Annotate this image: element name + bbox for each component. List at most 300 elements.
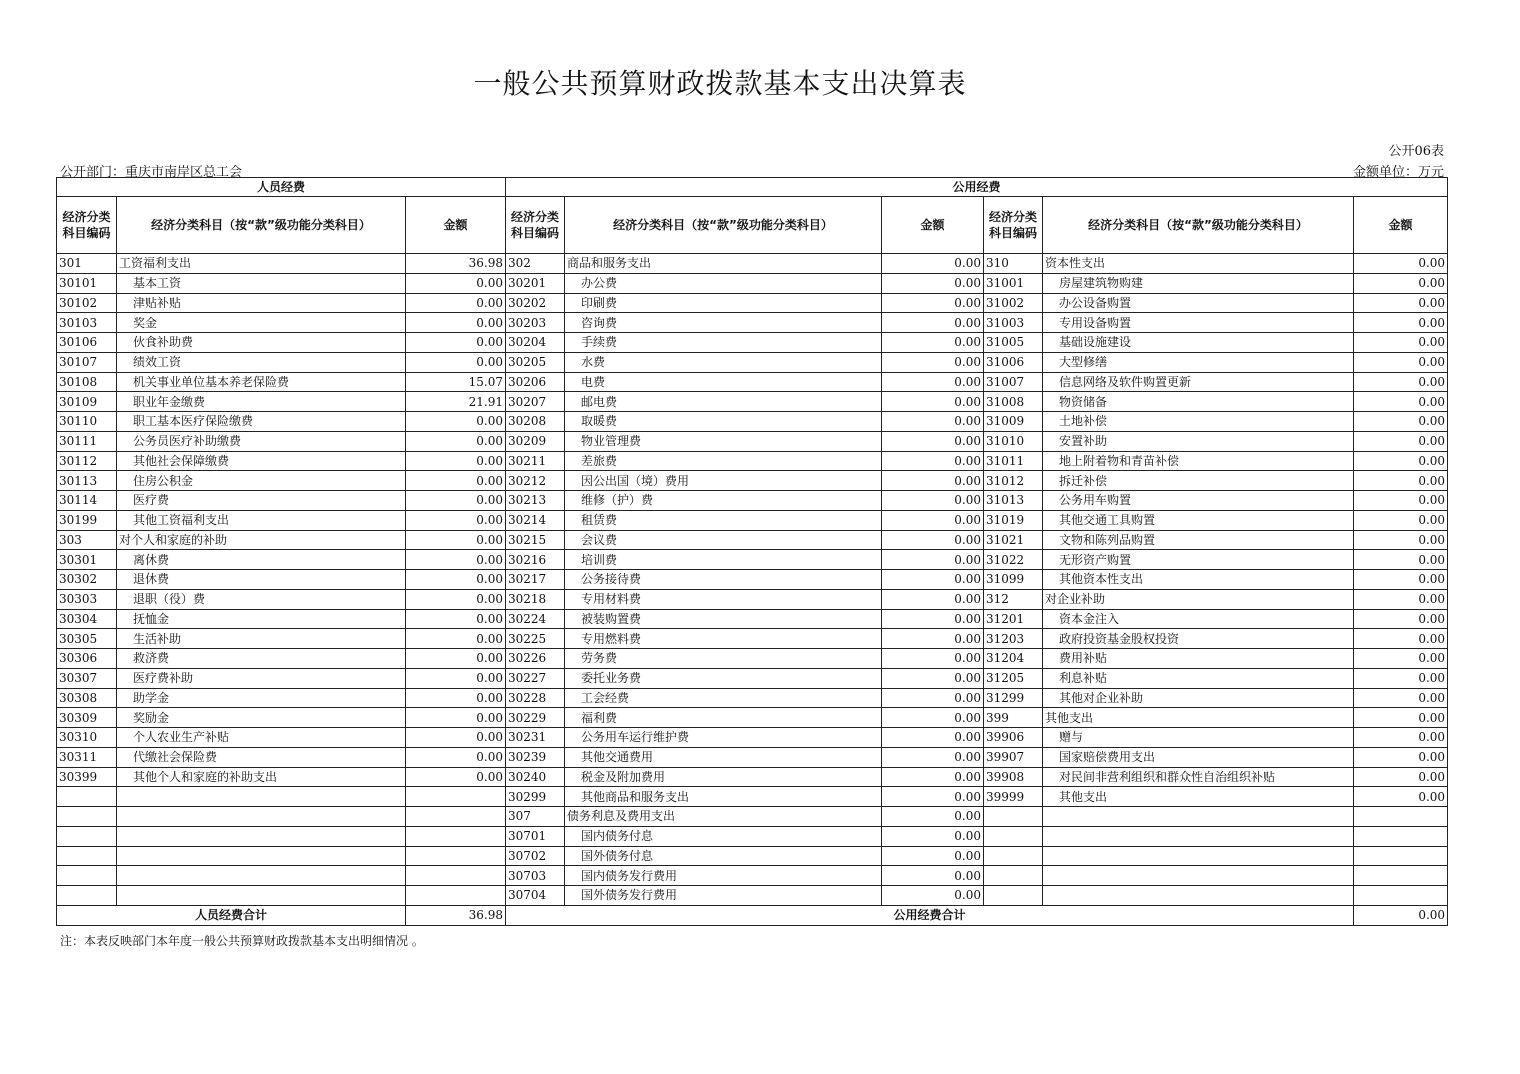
item-code: 30213 — [506, 491, 565, 511]
item-amount: 0.00 — [406, 629, 506, 649]
item-name — [117, 807, 406, 827]
amount-unit-label: 金额单位：万元 — [1352, 165, 1444, 180]
item-amount: 0.00 — [882, 372, 984, 392]
item-amount: 0.00 — [1354, 629, 1448, 649]
item-name — [1043, 886, 1354, 906]
item-code: 31007 — [984, 372, 1043, 392]
item-code: 31019 — [984, 510, 1043, 530]
item-code: 30306 — [57, 649, 117, 669]
item-name: 机关事业单位基本养老保险费 — [117, 372, 406, 392]
item-code: 30240 — [506, 767, 565, 787]
item-code — [984, 866, 1043, 886]
item-name: 信息网络及软件购置更新 — [1043, 372, 1354, 392]
item-name — [1043, 866, 1354, 886]
item-amount: 0.00 — [1354, 471, 1448, 491]
table-row — [57, 767, 1448, 787]
item-name: 被装购置费 — [565, 609, 882, 629]
item-name: 会议费 — [565, 530, 882, 550]
item-code: 30206 — [506, 372, 565, 392]
item-name: 奖励金 — [117, 708, 406, 728]
item-code: 30112 — [57, 451, 117, 471]
item-name: 国内债务发行费用 — [565, 866, 882, 886]
item-code: 312 — [984, 589, 1043, 609]
personnel-total-amount: 36.98 — [406, 905, 506, 925]
item-amount: 0.00 — [882, 787, 984, 807]
item-amount: 0.00 — [882, 510, 984, 530]
item-name: 办公费 — [565, 273, 882, 293]
public-total-label: 公用经费合计 — [506, 905, 1354, 925]
personnel-total-label: 人员经费合计 — [57, 905, 406, 925]
item-amount: 0.00 — [882, 471, 984, 491]
item-name: 退职（役）费 — [117, 589, 406, 609]
item-amount: 0.00 — [882, 826, 984, 846]
item-name: 国外债务付息 — [565, 846, 882, 866]
item-amount: 0.00 — [406, 550, 506, 570]
table-row — [57, 273, 1448, 293]
item-name: 资本性支出 — [1043, 254, 1354, 274]
item-amount — [406, 846, 506, 866]
item-name: 离休费 — [117, 550, 406, 570]
item-code: 31001 — [984, 273, 1043, 293]
item-amount — [1354, 866, 1448, 886]
item-name: 政府投资基金股权投资 — [1043, 629, 1354, 649]
item-amount: 0.00 — [1354, 313, 1448, 333]
item-amount: 0.00 — [882, 728, 984, 748]
item-name: 其他社会保障缴费 — [117, 451, 406, 471]
item-code: 30702 — [506, 846, 565, 866]
item-amount: 0.00 — [1354, 787, 1448, 807]
column-header-name: 经济分类科目（按“款”级功能分类科目） — [1043, 197, 1354, 254]
column-header-code: 经济分类科目编码 — [506, 197, 565, 254]
item-code: 30111 — [57, 431, 117, 451]
item-amount: 0.00 — [882, 254, 984, 274]
item-amount: 21.91 — [406, 392, 506, 412]
item-amount: 0.00 — [406, 589, 506, 609]
item-name: 办公设备购置 — [1043, 293, 1354, 313]
item-code: 31203 — [984, 629, 1043, 649]
item-amount: 0.00 — [406, 273, 506, 293]
item-code: 399 — [984, 708, 1043, 728]
item-name: 文物和陈列品购置 — [1043, 530, 1354, 550]
item-name: 对民间非营利组织和群众性自治组织补贴 — [1043, 767, 1354, 787]
item-code: 30224 — [506, 609, 565, 629]
item-name: 助学金 — [117, 688, 406, 708]
item-code: 31299 — [984, 688, 1043, 708]
item-amount: 0.00 — [406, 728, 506, 748]
item-name: 奖金 — [117, 313, 406, 333]
item-code: 30110 — [57, 412, 117, 432]
item-code: 30103 — [57, 313, 117, 333]
item-code: 39907 — [984, 747, 1043, 767]
item-name: 邮电费 — [565, 392, 882, 412]
table-row — [57, 846, 1448, 866]
table-row — [57, 826, 1448, 846]
item-code: 30114 — [57, 491, 117, 511]
item-name: 手续费 — [565, 333, 882, 353]
item-code: 30703 — [506, 866, 565, 886]
item-amount: 0.00 — [882, 886, 984, 906]
footnote: 注：本表反映部门本年度一般公共预算财政拨款基本支出明细情况 。 — [60, 934, 424, 948]
item-code: 30106 — [57, 333, 117, 353]
item-name: 维修（护）费 — [565, 491, 882, 511]
item-amount — [406, 787, 506, 807]
form-number: 公开06表 — [1388, 144, 1444, 159]
item-amount: 0.00 — [882, 807, 984, 827]
item-amount: 15.07 — [406, 372, 506, 392]
item-code: 303 — [57, 530, 117, 550]
item-amount: 0.00 — [882, 668, 984, 688]
table-row — [57, 451, 1448, 471]
item-name: 地上附着物和青苗补偿 — [1043, 451, 1354, 471]
item-name — [117, 846, 406, 866]
item-code: 30201 — [506, 273, 565, 293]
table-row — [57, 550, 1448, 570]
item-code: 30108 — [57, 372, 117, 392]
item-name: 对企业补助 — [1043, 589, 1354, 609]
item-code: 30208 — [506, 412, 565, 432]
item-code: 30204 — [506, 333, 565, 353]
item-code — [984, 807, 1043, 827]
table-row — [57, 313, 1448, 333]
column-header-name: 经济分类科目（按“款”级功能分类科目） — [565, 197, 882, 254]
item-amount: 0.00 — [882, 293, 984, 313]
item-amount: 0.00 — [1354, 412, 1448, 432]
item-name: 物业管理费 — [565, 431, 882, 451]
item-code: 30199 — [57, 510, 117, 530]
item-amount — [406, 866, 506, 886]
table-row — [57, 886, 1448, 906]
table-row — [57, 629, 1448, 649]
item-code: 31009 — [984, 412, 1043, 432]
column-header-code: 经济分类科目编码 — [984, 197, 1043, 254]
item-name: 医疗费 — [117, 491, 406, 511]
item-name: 生活补助 — [117, 629, 406, 649]
item-code: 30311 — [57, 747, 117, 767]
item-amount: 0.00 — [882, 530, 984, 550]
item-amount: 0.00 — [1354, 589, 1448, 609]
item-amount — [1354, 807, 1448, 827]
item-amount — [406, 807, 506, 827]
item-amount: 0.00 — [1354, 728, 1448, 748]
table-row — [57, 471, 1448, 491]
item-amount: 0.00 — [406, 293, 506, 313]
item-name: 房屋建筑物购建 — [1043, 273, 1354, 293]
item-code — [984, 826, 1043, 846]
item-code: 31002 — [984, 293, 1043, 313]
table-row — [57, 254, 1448, 274]
item-name: 其他对企业补助 — [1043, 688, 1354, 708]
item-amount: 0.00 — [406, 570, 506, 590]
item-code: 31099 — [984, 570, 1043, 590]
item-name: 其他资本性支出 — [1043, 570, 1354, 590]
table-row — [57, 372, 1448, 392]
item-name: 税金及附加费用 — [565, 767, 882, 787]
item-code: 30302 — [57, 570, 117, 590]
table-row — [57, 787, 1448, 807]
item-amount: 0.00 — [882, 491, 984, 511]
item-name: 国外债务发行费用 — [565, 886, 882, 906]
item-name: 工会经费 — [565, 688, 882, 708]
item-code: 30229 — [506, 708, 565, 728]
item-name: 商品和服务支出 — [565, 254, 882, 274]
item-code: 307 — [506, 807, 565, 827]
item-code: 30704 — [506, 886, 565, 906]
item-code: 30202 — [506, 293, 565, 313]
table-row — [57, 668, 1448, 688]
item-name: 培训费 — [565, 550, 882, 570]
item-name: 国内债务付息 — [565, 826, 882, 846]
item-amount: 0.00 — [1354, 273, 1448, 293]
item-amount: 0.00 — [1354, 570, 1448, 590]
item-name: 租赁费 — [565, 510, 882, 530]
item-code: 30303 — [57, 589, 117, 609]
item-name: 绩效工资 — [117, 352, 406, 372]
item-code: 31003 — [984, 313, 1043, 333]
public-total-amount: 0.00 — [1354, 905, 1448, 925]
item-name: 因公出国（境）费用 — [565, 471, 882, 491]
item-code: 30227 — [506, 668, 565, 688]
item-name — [1043, 826, 1354, 846]
item-code: 30301 — [57, 550, 117, 570]
item-amount: 0.00 — [882, 688, 984, 708]
item-amount: 0.00 — [1354, 333, 1448, 353]
item-amount: 0.00 — [882, 570, 984, 590]
item-code: 30217 — [506, 570, 565, 590]
item-name: 公务员医疗补助缴费 — [117, 431, 406, 451]
item-name: 基本工资 — [117, 273, 406, 293]
item-code: 30231 — [506, 728, 565, 748]
item-code: 30701 — [506, 826, 565, 846]
item-code: 31021 — [984, 530, 1043, 550]
item-name: 公务接待费 — [565, 570, 882, 590]
item-name: 专用材料费 — [565, 589, 882, 609]
item-code — [57, 866, 117, 886]
item-amount: 0.00 — [1354, 451, 1448, 471]
item-amount: 0.00 — [406, 412, 506, 432]
item-code: 31013 — [984, 491, 1043, 511]
item-amount: 0.00 — [1354, 747, 1448, 767]
item-code: 31012 — [984, 471, 1043, 491]
item-code: 31201 — [984, 609, 1043, 629]
item-amount: 0.00 — [882, 352, 984, 372]
item-code: 30107 — [57, 352, 117, 372]
item-amount: 0.00 — [406, 688, 506, 708]
item-code — [57, 807, 117, 827]
item-name: 医疗费补助 — [117, 668, 406, 688]
item-amount — [1354, 886, 1448, 906]
item-name: 电费 — [565, 372, 882, 392]
item-amount — [406, 886, 506, 906]
item-amount: 0.00 — [406, 352, 506, 372]
item-code — [57, 886, 117, 906]
item-code: 30304 — [57, 609, 117, 629]
item-amount: 0.00 — [882, 708, 984, 728]
item-name: 赠与 — [1043, 728, 1354, 748]
item-code: 30207 — [506, 392, 565, 412]
item-code: 30399 — [57, 767, 117, 787]
item-name: 工资福利支出 — [117, 254, 406, 274]
item-code: 31010 — [984, 431, 1043, 451]
item-amount: 0.00 — [882, 767, 984, 787]
item-name: 伙食补助费 — [117, 333, 406, 353]
item-name: 其他工资福利支出 — [117, 510, 406, 530]
table-row — [57, 688, 1448, 708]
personnel-section-header: 人员经费 — [57, 178, 506, 197]
item-amount: 0.00 — [1354, 530, 1448, 550]
item-name: 取暖费 — [565, 412, 882, 432]
item-amount: 0.00 — [1354, 293, 1448, 313]
item-name: 国家赔偿费用支出 — [1043, 747, 1354, 767]
item-code: 310 — [984, 254, 1043, 274]
item-code: 31022 — [984, 550, 1043, 570]
item-amount: 0.00 — [1354, 510, 1448, 530]
item-name: 利息补贴 — [1043, 668, 1354, 688]
item-code — [984, 846, 1043, 866]
item-amount: 0.00 — [406, 491, 506, 511]
item-code: 30239 — [506, 747, 565, 767]
item-code: 302 — [506, 254, 565, 274]
item-name: 其他支出 — [1043, 708, 1354, 728]
item-name: 差旅费 — [565, 451, 882, 471]
item-amount: 0.00 — [406, 510, 506, 530]
item-amount: 0.00 — [406, 747, 506, 767]
item-amount: 0.00 — [882, 431, 984, 451]
item-name — [117, 826, 406, 846]
item-code: 30215 — [506, 530, 565, 550]
item-name: 咨询费 — [565, 313, 882, 333]
table-row — [57, 570, 1448, 590]
column-header-amount: 金额 — [1354, 197, 1448, 254]
item-amount: 0.00 — [882, 649, 984, 669]
item-name — [1043, 807, 1354, 827]
item-code: 30212 — [506, 471, 565, 491]
table-row — [57, 807, 1448, 827]
item-name: 对个人和家庭的补助 — [117, 530, 406, 550]
table-row — [57, 510, 1448, 530]
item-amount: 0.00 — [1354, 609, 1448, 629]
item-amount: 0.00 — [406, 767, 506, 787]
expenditure-table — [56, 177, 1448, 926]
item-name: 资本金注入 — [1043, 609, 1354, 629]
item-code: 39999 — [984, 787, 1043, 807]
item-code: 31205 — [984, 668, 1043, 688]
item-amount: 0.00 — [406, 451, 506, 471]
item-amount: 0.00 — [882, 273, 984, 293]
item-code: 39908 — [984, 767, 1043, 787]
item-amount: 0.00 — [406, 649, 506, 669]
item-code: 30299 — [506, 787, 565, 807]
item-amount: 0.00 — [882, 609, 984, 629]
item-amount: 0.00 — [406, 609, 506, 629]
item-code: 31011 — [984, 451, 1043, 471]
item-amount: 0.00 — [882, 866, 984, 886]
item-code — [57, 826, 117, 846]
item-name: 代缴社会保险费 — [117, 747, 406, 767]
item-name: 水费 — [565, 352, 882, 372]
item-amount — [1354, 826, 1448, 846]
item-name — [117, 886, 406, 906]
item-name: 专用设备购置 — [1043, 313, 1354, 333]
item-code: 30307 — [57, 668, 117, 688]
table-row — [57, 866, 1448, 886]
table-row — [57, 728, 1448, 748]
item-amount: 0.00 — [406, 471, 506, 491]
table-row — [57, 609, 1448, 629]
item-name: 救济费 — [117, 649, 406, 669]
table-row — [57, 392, 1448, 412]
column-header-amount: 金额 — [882, 197, 984, 254]
item-amount — [1354, 846, 1448, 866]
item-name: 福利费 — [565, 708, 882, 728]
item-amount: 0.00 — [882, 550, 984, 570]
item-amount: 0.00 — [882, 846, 984, 866]
item-amount: 0.00 — [1354, 688, 1448, 708]
item-name: 安置补助 — [1043, 431, 1354, 451]
item-code: 30225 — [506, 629, 565, 649]
item-name: 其他支出 — [1043, 787, 1354, 807]
item-code: 30310 — [57, 728, 117, 748]
table-row — [57, 589, 1448, 609]
item-code: 30101 — [57, 273, 117, 293]
table-row — [57, 530, 1448, 550]
item-amount: 0.00 — [1354, 431, 1448, 451]
item-amount: 0.00 — [882, 313, 984, 333]
item-amount: 0.00 — [1354, 491, 1448, 511]
table-row — [57, 412, 1448, 432]
item-code: 31005 — [984, 333, 1043, 353]
item-code: 30305 — [57, 629, 117, 649]
item-name: 个人农业生产补贴 — [117, 728, 406, 748]
item-name: 土地补偿 — [1043, 412, 1354, 432]
item-code: 301 — [57, 254, 117, 274]
item-code: 30226 — [506, 649, 565, 669]
item-amount: 0.00 — [882, 333, 984, 353]
item-amount: 0.00 — [882, 589, 984, 609]
item-code: 30211 — [506, 451, 565, 471]
item-name: 其他交通工具购置 — [1043, 510, 1354, 530]
item-code: 31006 — [984, 352, 1043, 372]
item-code: 31008 — [984, 392, 1043, 412]
item-name: 拆迁补偿 — [1043, 471, 1354, 491]
item-name — [117, 866, 406, 886]
table-row — [57, 333, 1448, 353]
item-amount: 0.00 — [1354, 649, 1448, 669]
item-name: 委托业务费 — [565, 668, 882, 688]
item-name: 基础设施建设 — [1043, 333, 1354, 353]
table-row — [57, 747, 1448, 767]
item-code: 30109 — [57, 392, 117, 412]
item-amount: 36.98 — [406, 254, 506, 274]
item-amount: 0.00 — [882, 412, 984, 432]
item-code: 30113 — [57, 471, 117, 491]
item-name: 费用补贴 — [1043, 649, 1354, 669]
item-amount: 0.00 — [1354, 392, 1448, 412]
item-name: 其他商品和服务支出 — [565, 787, 882, 807]
item-amount: 0.00 — [1354, 708, 1448, 728]
item-name: 债务利息及费用支出 — [565, 807, 882, 827]
public-section-header: 公用经费 — [506, 178, 1448, 197]
item-code: 30102 — [57, 293, 117, 313]
item-name: 抚恤金 — [117, 609, 406, 629]
table-row — [57, 649, 1448, 669]
item-code: 30218 — [506, 589, 565, 609]
department-label: 公开部门：重庆市南岸区总工会 — [60, 165, 243, 180]
table-row — [57, 352, 1448, 372]
item-amount: 0.00 — [406, 708, 506, 728]
item-code: 30216 — [506, 550, 565, 570]
item-amount: 0.00 — [406, 530, 506, 550]
item-code: 39906 — [984, 728, 1043, 748]
